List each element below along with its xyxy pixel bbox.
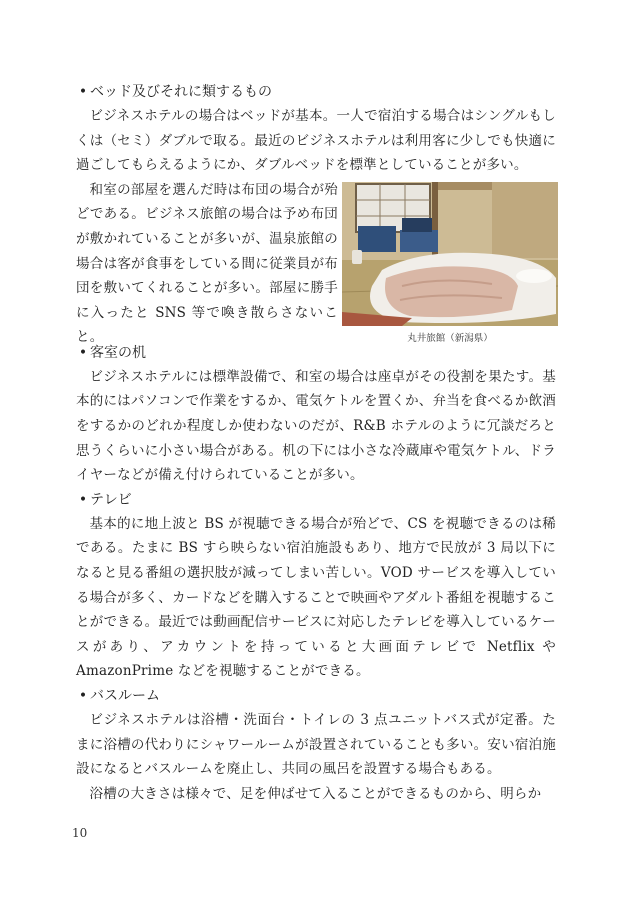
bed-paragraph-1: ビジネスホテルの場合はベッドが基本。一人で宿泊する場合はシングルもしくは（セミ）ダブルで取る。最近のビジネスホテルは利用客に少しでも快適に過ごしてもらえるようにか、ダブルベッドを標準としていることが多い。 — [76, 108, 556, 174]
photo-figure — [342, 182, 558, 344]
page-number: 10 — [72, 826, 88, 840]
section-heading-tv — [76, 488, 556, 512]
section-heading-bed — [76, 80, 556, 104]
bullet-icon: • — [78, 491, 88, 508]
bullet-icon: • — [78, 687, 88, 704]
section-title-desk: 客室の机 — [90, 344, 146, 361]
bullet-icon: • — [78, 84, 88, 100]
ryokan-room-photo — [342, 182, 558, 326]
bath-paragraph-1: ビジネスホテルは浴槽・洗面台・トイレの 3 点ユニットバス式が定番。たまに浴槽の代わりにシャワールームが設置されていることも多い。安い宿泊施設になるとバスルームを廃止し、共同の風呂を設置する場合もある。 — [76, 711, 556, 778]
bullet-icon: • — [78, 344, 88, 361]
section-heading-bath — [76, 684, 556, 708]
tv-paragraph-1: 基本的に地上波と BS が視聴できる場合が殆どで、CS を視聴できるのは稀である。たまに BS すら映らない宿泊施設もあり、地方で民放が 3 局以下になると見る番組の選択肢が減ってしまい苦しい。VOD サービスを導入している場合が多く、カードなどを購入することで映画やアダルト番組を視聴することができる。最近では動画配信サービスに対応したテレビを導入しているケースがあり、アカウントを持っていると大画面テレビで Netflix や AmazonPrime などを視聴することができる。 — [76, 515, 556, 680]
section-title-bath: バスルーム — [90, 687, 160, 704]
photo-caption: 丸井旅館（新潟県） — [407, 332, 493, 344]
desk-paragraph-1: ビジネスホテルには標準設備で、和室の場合は座卓がその役割を果たす。基本的にはパソコンで作業をするか、電気ケトルを置くか、弁当を食べるか飲酒をするかのどれか程度しか使わないのだが、R&B ホテルのように冗談だろと思うくらいに小さい場合がある。机の下には小さな冷蔵庫や電気ケトル、ドライヤーなどが備え付けられていることが多い。 — [76, 368, 556, 484]
bed-photo-block — [76, 178, 556, 346]
ryokan-room-illustration — [342, 182, 558, 326]
section-title-tv: テレビ — [90, 491, 132, 508]
section-title-bed: ベッド及びそれに類するもの — [90, 84, 272, 100]
page-body — [76, 80, 556, 806]
bath-paragraph-2: 浴槽の大きさは様々で、足を伸ばせて入ることができるものから、明らか — [89, 785, 542, 802]
bed-paragraph-2: 和室の部屋を選んだ時は布団の場合が殆どである。ビジネス旅館の場合は予め布団が敷かれていることが多いが、温泉旅館の場合は客が食事をしている間に従業員が布団を敷いてくれることが多い。部屋に勝手に入ったと SNS 等で喚き散らさないこと。 — [76, 181, 338, 346]
